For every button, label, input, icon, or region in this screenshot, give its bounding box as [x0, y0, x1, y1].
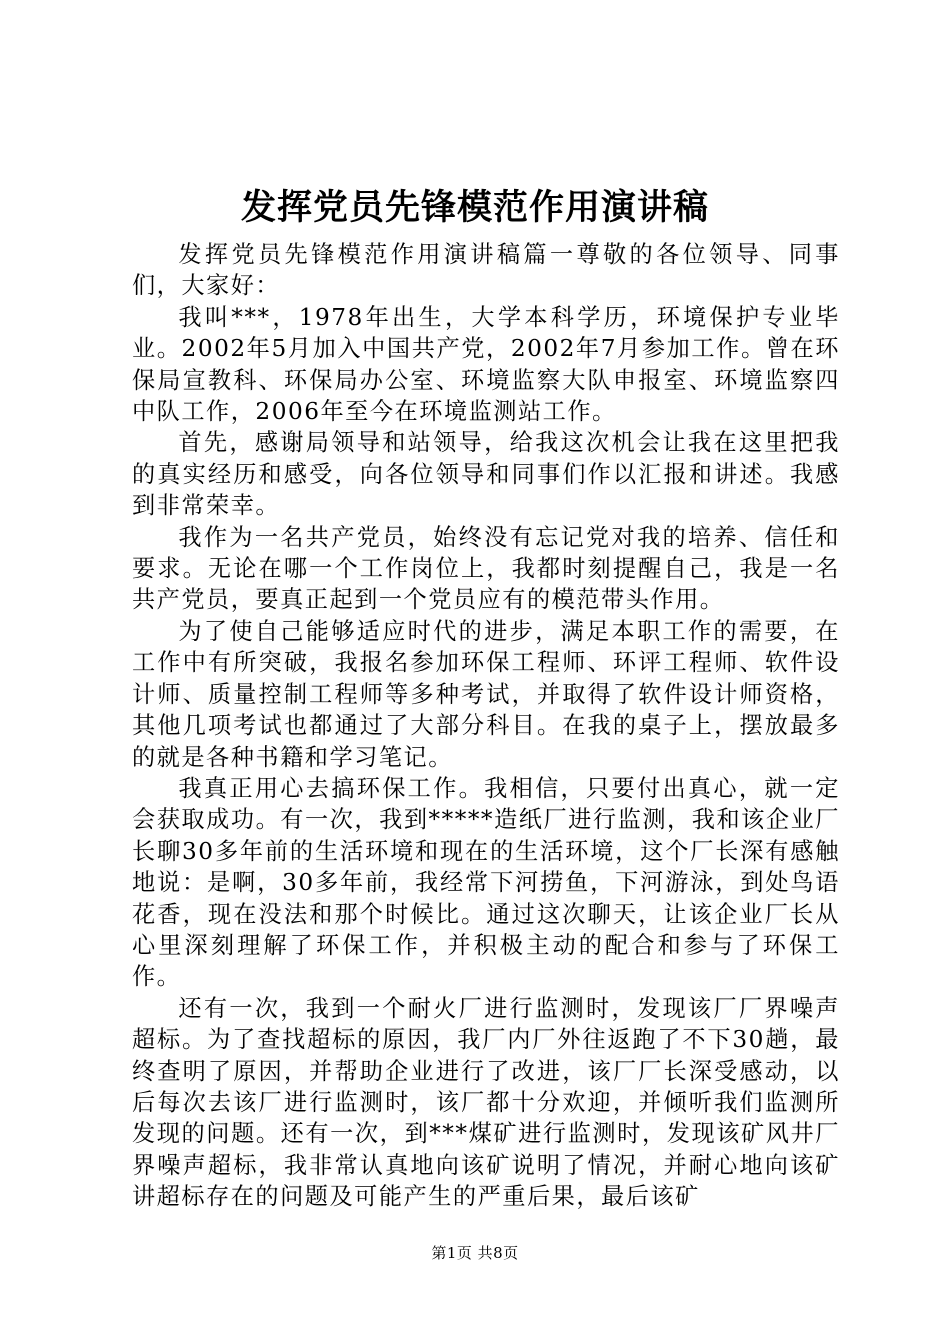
paragraph-paper-mill: 我真正用心去搞环保工作。我相信，只要付出真心，就一定会获取成功。有一次，我到*****造纸厂进行监测，我和该企业厂长聊30多年前的生活环境和现在的生活环境，这个厂长深有感触地说：是啊，30多年前，我经常下河捞鱼，下河游泳，到处鸟语花香，现在没法和那个时候比。通过这次聊天，让该企业厂长从心里深刻理解了环保工作，并积极主动的配合和参与了环保工作。: [132, 774, 840, 991]
page-number-footer: 第1页 共8页: [431, 1244, 519, 1262]
paragraph-refractory-plant: 还有一次，我到一个耐火厂进行监测时，发现该厂厂界噪声超标。为了查找超标的原因，我厂内厂外往返跑了不下30趟，最终查明了原因，并帮助企业进行了改进，该厂厂长深受感动，以后每次去该厂进行监测时，该厂都十分欢迎，并倾听我们监测所发现的问题。还有一次，到***煤矿进行监测时，发现该矿风井厂界噪声超标，我非常认真地向该矿说明了情况，并耐心地向该矿讲超标存在的问题及可能产生的严重后果，最后该矿: [132, 994, 840, 1211]
paragraph-study: 为了使自己能够适应时代的进步，满足本职工作的需要，在工作中有所突破，我报名参加环保工程师、环评工程师、软件设计师、质量控制工程师等多种考试，并取得了软件设计师资格，其他几项考试也都通过了大部分科目。在我的桌子上，摆放最多的就是各种书籍和学习笔记。: [132, 617, 840, 771]
paragraph-self-intro: 我叫***，1978年出生，大学本科学历，环境保护专业毕业。2002年5月加入中国共产党，2002年7月参加工作。曾在环保局宣教科、环保局办公室、环境监察大队申报室、环境监察四中队工作，2006年至今在环境监测站工作。: [132, 303, 840, 426]
paragraph-greeting: 发挥党员先锋模范作用演讲稿篇一尊敬的各位领导、同事们，大家好：: [132, 241, 840, 300]
document-body: [132, 239, 840, 1213]
paragraph-thanks: 首先，感谢局领导和站领导，给我这次机会让我在这里把我的真实经历和感受，向各位领导和同事们作以汇报和讲述。我感到非常荣幸。: [132, 429, 840, 520]
document-title: 发挥党员先锋模范作用演讲稿: [240, 188, 709, 228]
paragraph-party-member: 我作为一名共产党员，始终没有忘记党对我的培养、信任和要求。无论在哪一个工作岗位上，我都时刻提醒自己，我是一名共产党员，要真正起到一个党员应有的模范带头作用。: [132, 523, 840, 614]
